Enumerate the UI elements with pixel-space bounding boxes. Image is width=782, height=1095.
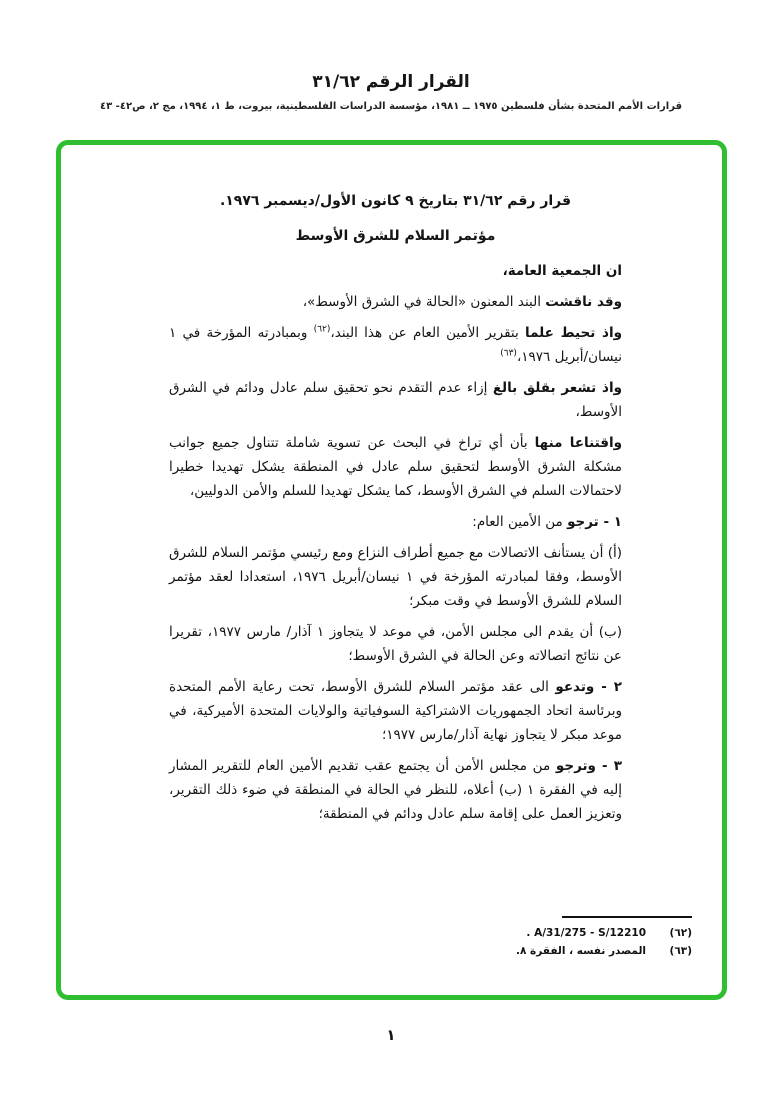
paragraph-text: (أ) أن يستأنف الاتصالات مع جميع أطراف النزاع ومع رئيسي مؤتمر السلام للشرق الأوسط، وفقا لمبادرته المؤرخة في ١ نيسان/أبريل ١٩٧٦، استعدادا لعقد مؤتمر السلام للشرق الأوسط في وقت مبكر؛ (169, 545, 622, 609)
paragraph-text: بأن أي تراخ في البحث عن تسوية شاملة تتناول جميع جوانب مشكلة الشرق الأوسط لتحقيق سلم عادل في المنطقة يشكل تهديدا خطيرا لاحتمالات السلم في الشرق الأوسط، كما يشكل تهديدا للسلم والأمن الدوليين، (169, 435, 622, 499)
paragraph-lead: ٢ - وتدعو (555, 679, 622, 695)
paragraph-preamble-2 (169, 290, 622, 314)
paragraph-text: من مجلس الأمن أن يجتمع عقب تقديم الأمين العام للتقرير المشار إليه في الفقرة ١ (ب) أعلاه، للنظر في الحالة في المنطقة في ضوء ذلك التقرير، وتعزيز العمل على إقامة سلم عادل ودائم في المنطقة؛ (169, 758, 622, 822)
resolution-title: قرار رقم ٣١/٦٢ بتاريخ ٩ كانون الأول/ديسمبر ١٩٧٦. (219, 193, 572, 209)
page-number: ١ (386, 1026, 396, 1044)
source-citation: قرارات الأمم المتحدة بشأن فلسطين ١٩٧٥ ــ ١٩٨١، مؤسسة الدراسات الفلسطينية، بيروت، ط ١، ١٩٩٤، مج ٢، ص٤٢- ٤٣ (99, 101, 682, 112)
footnote-number: (٦٢) (669, 927, 692, 939)
footnote-ref-63: (٦٣) (500, 348, 517, 359)
paragraph-operative-3 (169, 754, 622, 826)
paragraph-operative-1b (169, 620, 622, 668)
paragraph-preamble-5 (169, 431, 622, 503)
footnote-number: (٦٣) (669, 945, 692, 957)
page-header (0, 72, 782, 112)
footnote-text: A/31/275 - S/12210 . (526, 927, 646, 939)
paragraph-lead: ان الجمعية العامة، (502, 263, 622, 279)
content-frame (56, 140, 727, 1000)
paragraph-text: من الأمين العام: (472, 514, 568, 530)
footnotes-section (161, 916, 692, 963)
paragraph-text: وبمبادرته المؤرخة في ١ نيسان/أبريل ١٩٧٦، (169, 325, 622, 365)
paragraph-lead: ٣ - وترجو (555, 758, 622, 774)
paragraph-preamble-3 (169, 321, 622, 369)
footnote-62 (161, 927, 692, 939)
paragraph-lead: واقتناعا منها (534, 435, 622, 451)
resolution-subtitle: مؤتمر السلام للشرق الأوسط (295, 228, 496, 244)
paragraph-operative-1 (169, 510, 622, 534)
paragraph-text: بتقرير الأمين العام عن هذا البند، (330, 325, 526, 341)
paragraph-preamble-1 (169, 259, 622, 283)
paragraph-lead: واذ تشعر بقلق بالغ (492, 380, 623, 396)
paragraph-text: الى عقد مؤتمر السلام للشرق الأوسط، تحت رعاية الأمم المتحدة وبرئاسة اتحاد الجمهوريات الاشتراكية السوفياتية والولايات المتحدة الأميركية، في موعد مبكر لا يتجاوز نهاية آذار/مارس ١٩٧٧؛ (169, 679, 622, 743)
paragraph-text: البند المعنون «الحالة في الشرق الأوسط»، (302, 294, 546, 310)
paragraph-preamble-4 (169, 376, 622, 424)
paragraph-operative-2 (169, 675, 622, 747)
footnote-divider (562, 916, 692, 918)
paragraph-operative-1a (169, 541, 622, 613)
paragraph-lead: ١ - ترجو (567, 514, 622, 530)
paragraph-text: (ب) أن يقدم الى مجلس الأمن، في موعد لا يتجاوز ١ آذار/ مارس ١٩٧٧، تقريرا عن نتائج اتصالاته وعن الحالة في الشرق الأوسط؛ (169, 624, 623, 664)
footnote-ref-62: (٦٢) (313, 324, 331, 335)
resolution-body (61, 145, 722, 995)
page-title: القرار الرقم ٣١/٦٢ (312, 72, 470, 92)
footnote-text: المصدر نفسه ، الفقرة ٨. (515, 945, 646, 957)
footnote-63 (161, 945, 692, 957)
paragraph-lead: واذ تحيط علما (525, 325, 623, 341)
paragraph-text: إزاء عدم التقدم نحو تحقيق سلم عادل ودائم في الشرق الأوسط، (169, 380, 622, 420)
paragraph-lead: وقد ناقشت (545, 294, 622, 310)
